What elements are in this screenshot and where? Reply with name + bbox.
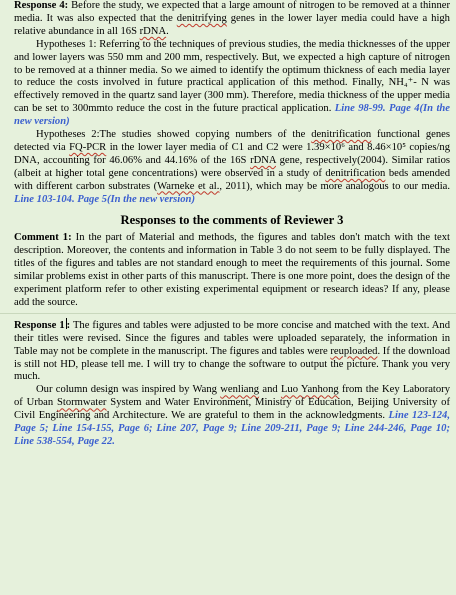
response1-text: System and Water Environment, Ministry of Education, Beijing University of Civil Engineering and Architecture. We are grateful to them in the acknowledgments.	[14, 397, 450, 422]
response1-text: and	[259, 384, 281, 396]
hypothesis2-text: functional genes detected via	[14, 129, 450, 153]
response1-text: . If the download is still not HD, please tell me. I will try to change the software to output the picture. Thank you very much.	[14, 345, 451, 383]
response4-text: Before the study, we expected that a large amount of nitrogen to be removed at a thinner media. It was also expected that the	[14, 0, 451, 24]
spelling-flag[interactable]: rDNA	[250, 154, 276, 166]
hypothesis2-text: , 2011), which may be more analogous to our media.	[219, 180, 450, 192]
hypothesis2-text: beds amended with different carbon substrates (	[14, 167, 450, 192]
page-divider	[0, 313, 456, 314]
hypothesis1-text: Hypotheses 1: Referring to the techniques of previous studies, the media thicknesses of the upper and lower layers was 550 mm and 200 mm, respectively. But, we expected a high capture of nitrogen to be removed at a thinner media. So we aimed to identify the optimum thickness of each media layer to reduce the costs involved in future practical application of this method. Finally, NH₄⁺- N was effectively removed in the quartz sand layer (300 mm). Therefore, media thickness of the upper media can be set to 300mmto reduce the cost in the future practical application.	[14, 38, 450, 115]
spelling-flag[interactable]: reuploaded	[330, 345, 378, 357]
comment1-label: Comment 1:	[14, 232, 72, 244]
section-heading: Responses to the comments of Reviewer 3	[120, 212, 344, 227]
spelling-flag[interactable]: denitrification	[325, 167, 386, 179]
spelling-flag[interactable]: Luo Yanhong	[280, 384, 339, 396]
comment1-paragraph	[14, 232, 450, 309]
spelling-flag[interactable]: rDNA	[139, 25, 167, 37]
response1-text: Our column design was inspired by Wang	[36, 384, 221, 396]
response1-label: Response 1	[14, 319, 65, 331]
response1-colon: :	[66, 319, 71, 331]
spelling-flag[interactable]: FQ-PCR	[69, 141, 107, 153]
spelling-flag[interactable]: denitrifying	[176, 12, 227, 24]
response4-label: Response 4:	[14, 0, 69, 11]
hypothesis2-text: Hypotheses 2:The studies showed copying numbers of the	[36, 129, 312, 141]
comment1-text: In the part of Material and methods, the figures and tables don't match with the text description. Moreover, the contents and information in Table 3 do not seem to be fully displayed. The titles of the figures and tables are not standard enough to meet the requirements of this journal. Some similar problems exist in other parts of this manuscript. There is one more point, does the design of the experiment platform refer to other existing experimental equipment or research ideas? If any, please add the source.	[14, 232, 450, 308]
response1-paragraph	[14, 318, 450, 385]
hypothesis2-paragraph	[14, 129, 450, 206]
line-reference: Line 98-99. Page 4(In the new version)	[14, 103, 451, 128]
spelling-flag[interactable]: wenliang	[220, 384, 260, 396]
hypothesis2-text: gene, respectively(2004). Similar ratios (albeit at higher total gene concentrations) were observed in a study of	[14, 154, 450, 179]
spelling-flag[interactable]: Warneke et al.	[157, 180, 220, 192]
response1-text: The figures and tables were adjusted to be more concise and matched with the text. And their titles were revised. Since the figures and tables were uploaded separately, the information in Table may not be complete in the manuscript. The figures and tables were	[14, 319, 450, 357]
hypothesis1-paragraph	[14, 39, 450, 129]
hypothesis2-text: in the lower layer media of C1 and C2 were 1.39×10⁶ and 8.46×10⁵ copies/ng DNA, accounting for 46.06% and 44.16% of the 16S	[14, 141, 450, 166]
response1-text: from the Key Laboratory of Urban	[14, 384, 450, 409]
spelling-flag[interactable]: denitrification	[311, 129, 372, 141]
response4-text: .	[166, 25, 169, 37]
response4-text: genes in the lower layer media could have a high relative abundance in all 16S	[14, 12, 450, 37]
response1-paragraph-2	[14, 384, 450, 449]
response4-paragraph	[14, 0, 450, 39]
line-reference: Line 103-104. Page 5(In the new version)	[14, 193, 195, 205]
spelling-flag[interactable]: Stormwater	[57, 397, 107, 409]
line-reference: Line 123-124, Page 5; Line 154-155, Page 6; Line 207, Page 9; Line 209-211, Page 9; Line 244-246, Page 10; Line 538-554, Page 22.	[14, 410, 450, 447]
